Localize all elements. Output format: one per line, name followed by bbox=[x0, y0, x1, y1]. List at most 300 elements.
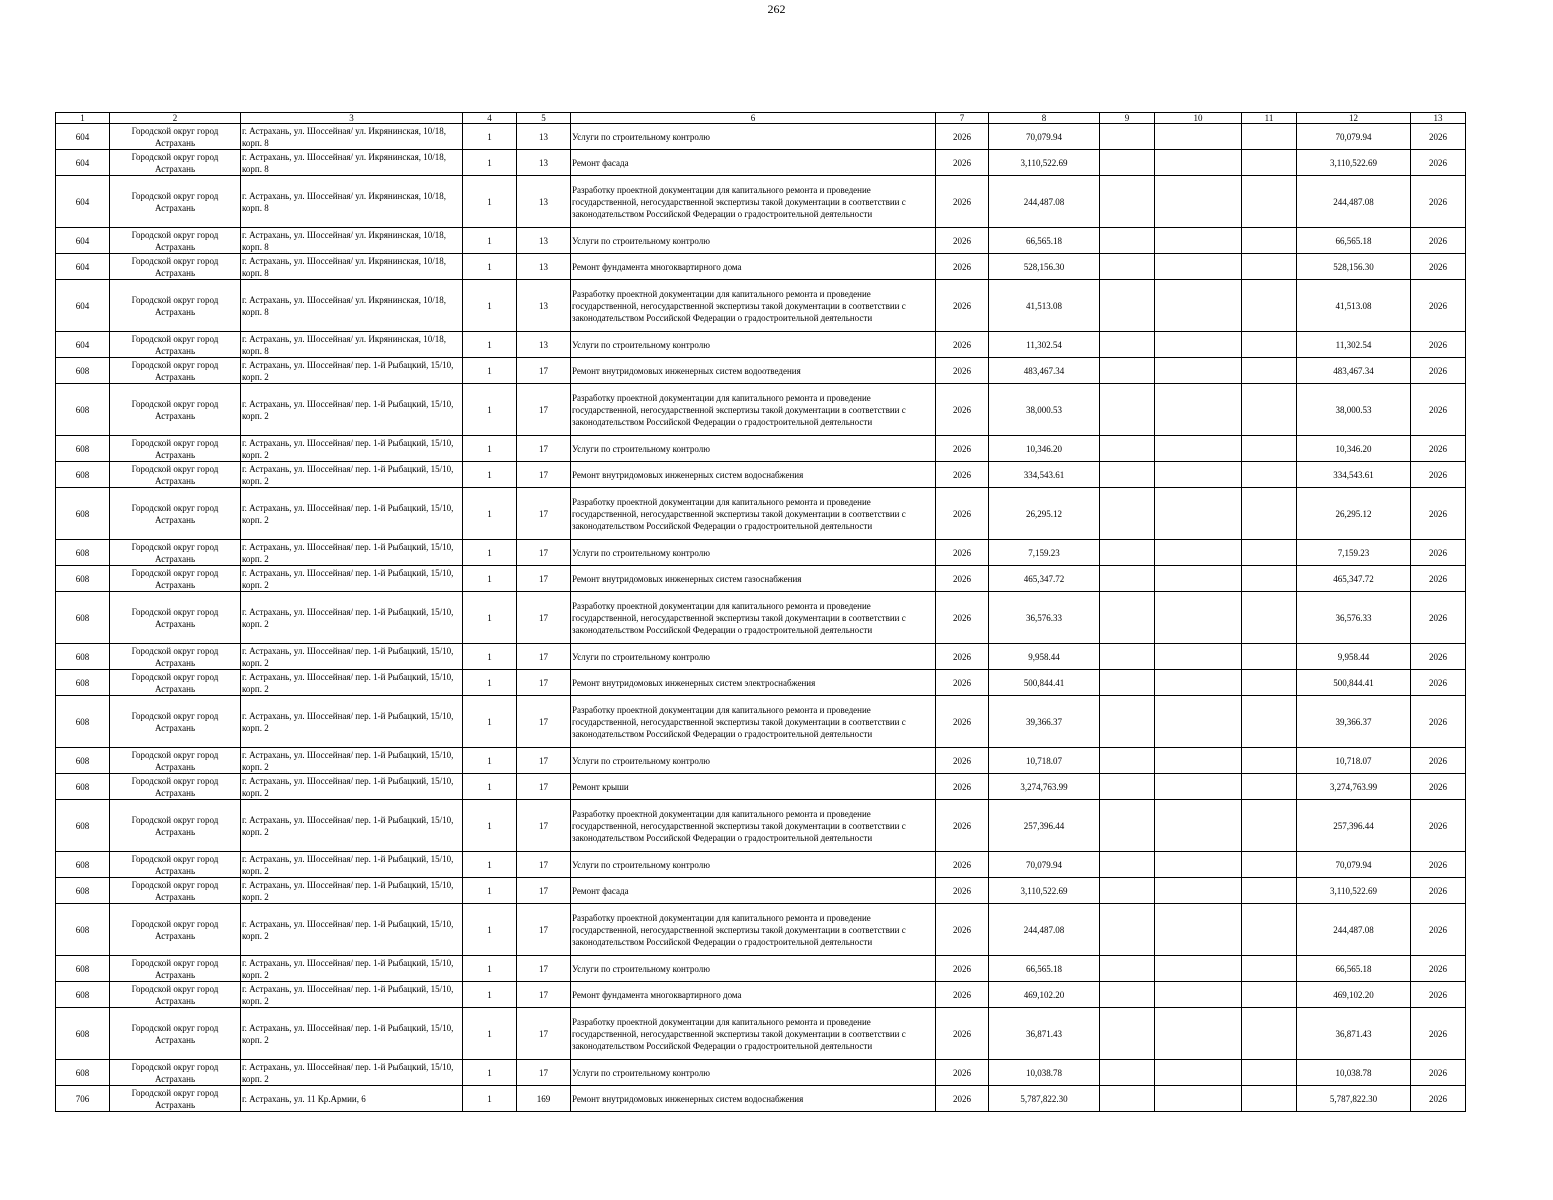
col4-cell: 1 bbox=[463, 280, 517, 332]
col13-year-cell: 2026 bbox=[1411, 280, 1466, 332]
col10-cell bbox=[1155, 566, 1242, 592]
municipality-cell: Городской округ город Астрахань bbox=[110, 644, 241, 670]
col10-cell bbox=[1155, 774, 1242, 800]
year-cell: 2026 bbox=[936, 670, 989, 696]
col12-cost-cell: 10,346.20 bbox=[1297, 436, 1411, 462]
col10-cell bbox=[1155, 748, 1242, 774]
col12-cost-cell: 528,156.30 bbox=[1297, 254, 1411, 280]
address-cell: г. Астрахань, ул. Шоссейная/ пер. 1-й Рыбацкий, 15/10, корп. 2 bbox=[241, 774, 463, 800]
capital-repair-register-table bbox=[55, 112, 1466, 1112]
work-type-cell: Услуги по строительному контролю bbox=[571, 748, 936, 774]
col4-cell: 1 bbox=[463, 1008, 517, 1060]
col4-cell: 1 bbox=[463, 176, 517, 228]
col13-year-cell: 2026 bbox=[1411, 670, 1466, 696]
year-cell: 2026 bbox=[936, 358, 989, 384]
col12-cost-cell: 5,787,822.30 bbox=[1297, 1086, 1411, 1112]
col11-cell bbox=[1242, 670, 1297, 696]
address-cell: г. Астрахань, ул. Шоссейная/ пер. 1-й Рыбацкий, 15/10, корп. 2 bbox=[241, 852, 463, 878]
table-row bbox=[56, 332, 1466, 358]
address-cell: г. Астрахань, ул. Шоссейная/ пер. 1-й Рыбацкий, 15/10, корп. 2 bbox=[241, 540, 463, 566]
table-row bbox=[56, 1008, 1466, 1060]
col5-cell: 17 bbox=[517, 904, 571, 956]
col11-cell bbox=[1242, 228, 1297, 254]
work-type-cell: Разработку проектной документации для капитального ремонта и проведение государственной, негосударственной экспертизы такой документации в соответствии с законодательством Российской Федерации о градостроительной деятельности bbox=[571, 800, 936, 852]
column-number-cell: 1 bbox=[56, 113, 110, 124]
col10-cell bbox=[1155, 176, 1242, 228]
col13-year-cell: 2026 bbox=[1411, 176, 1466, 228]
object-id-cell: 608 bbox=[56, 488, 110, 540]
total-cost-cell: 10,346.20 bbox=[989, 436, 1100, 462]
object-id-cell: 608 bbox=[56, 800, 110, 852]
col12-cost-cell: 334,543.61 bbox=[1297, 462, 1411, 488]
work-type-cell: Услуги по строительному контролю bbox=[571, 228, 936, 254]
table-row bbox=[56, 488, 1466, 540]
table-row bbox=[56, 358, 1466, 384]
object-id-cell: 608 bbox=[56, 592, 110, 644]
col13-year-cell: 2026 bbox=[1411, 748, 1466, 774]
col9-cell bbox=[1100, 462, 1155, 488]
col11-cell bbox=[1242, 1060, 1297, 1086]
object-id-cell: 608 bbox=[56, 436, 110, 462]
col4-cell: 1 bbox=[463, 228, 517, 254]
work-type-cell: Разработку проектной документации для капитального ремонта и проведение государственной, негосударственной экспертизы такой документации в соответствии с законодательством Российской Федерации о градостроительной деятельности bbox=[571, 384, 936, 436]
address-cell: г. Астрахань, ул. Шоссейная/ пер. 1-й Рыбацкий, 15/10, корп. 2 bbox=[241, 462, 463, 488]
object-id-cell: 608 bbox=[56, 904, 110, 956]
object-id-cell: 604 bbox=[56, 254, 110, 280]
col11-cell bbox=[1242, 566, 1297, 592]
municipality-cell: Городской округ город Астрахань bbox=[110, 904, 241, 956]
year-cell: 2026 bbox=[936, 124, 989, 150]
total-cost-cell: 3,110,522.69 bbox=[989, 150, 1100, 176]
address-cell: г. Астрахань, ул. Шоссейная/ пер. 1-й Рыбацкий, 15/10, корп. 2 bbox=[241, 956, 463, 982]
col5-cell: 17 bbox=[517, 1008, 571, 1060]
col5-cell: 17 bbox=[517, 800, 571, 852]
col11-cell bbox=[1242, 592, 1297, 644]
col12-cost-cell: 3,110,522.69 bbox=[1297, 878, 1411, 904]
col5-cell: 17 bbox=[517, 748, 571, 774]
municipality-cell: Городской округ город Астрахань bbox=[110, 670, 241, 696]
work-type-cell: Услуги по строительному контролю bbox=[571, 956, 936, 982]
object-id-cell: 604 bbox=[56, 124, 110, 150]
object-id-cell: 608 bbox=[56, 1008, 110, 1060]
municipality-cell: Городской округ город Астрахань bbox=[110, 774, 241, 800]
column-number-cell: 13 bbox=[1411, 113, 1466, 124]
col11-cell bbox=[1242, 254, 1297, 280]
col5-cell: 17 bbox=[517, 644, 571, 670]
address-cell: г. Астрахань, ул. Шоссейная/ пер. 1-й Рыбацкий, 15/10, корп. 2 bbox=[241, 644, 463, 670]
municipality-cell: Городской округ город Астрахань bbox=[110, 696, 241, 748]
work-type-cell: Разработку проектной документации для капитального ремонта и проведение государственной, негосударственной экспертизы такой документации в соответствии с законодательством Российской Федерации о градостроительной деятельности bbox=[571, 696, 936, 748]
column-number-cell: 11 bbox=[1242, 113, 1297, 124]
col5-cell: 13 bbox=[517, 124, 571, 150]
object-id-cell: 608 bbox=[56, 644, 110, 670]
col11-cell bbox=[1242, 488, 1297, 540]
work-type-cell: Разработку проектной документации для капитального ремонта и проведение государственной, негосударственной экспертизы такой документации в соответствии с законодательством Российской Федерации о градостроительной деятельности bbox=[571, 488, 936, 540]
col13-year-cell: 2026 bbox=[1411, 228, 1466, 254]
municipality-cell: Городской округ город Астрахань bbox=[110, 852, 241, 878]
col4-cell: 1 bbox=[463, 384, 517, 436]
col5-cell: 17 bbox=[517, 774, 571, 800]
col9-cell bbox=[1100, 1060, 1155, 1086]
col10-cell bbox=[1155, 124, 1242, 150]
col5-cell: 17 bbox=[517, 436, 571, 462]
object-id-cell: 608 bbox=[56, 566, 110, 592]
col5-cell: 169 bbox=[517, 1086, 571, 1112]
col5-cell: 13 bbox=[517, 332, 571, 358]
col10-cell bbox=[1155, 1008, 1242, 1060]
address-cell: г. Астрахань, ул. Шоссейная/ пер. 1-й Рыбацкий, 15/10, корп. 2 bbox=[241, 982, 463, 1008]
table-row bbox=[56, 1086, 1466, 1112]
col9-cell bbox=[1100, 644, 1155, 670]
total-cost-cell: 3,274,763.99 bbox=[989, 774, 1100, 800]
col5-cell: 13 bbox=[517, 254, 571, 280]
col13-year-cell: 2026 bbox=[1411, 436, 1466, 462]
col12-cost-cell: 7,159.23 bbox=[1297, 540, 1411, 566]
col5-cell: 13 bbox=[517, 228, 571, 254]
object-id-cell: 604 bbox=[56, 150, 110, 176]
table-row bbox=[56, 774, 1466, 800]
col10-cell bbox=[1155, 150, 1242, 176]
work-type-cell: Разработку проектной документации для капитального ремонта и проведение государственной, негосударственной экспертизы такой документации в соответствии с законодательством Российской Федерации о градостроительной деятельности bbox=[571, 904, 936, 956]
year-cell: 2026 bbox=[936, 332, 989, 358]
col11-cell bbox=[1242, 436, 1297, 462]
col9-cell bbox=[1100, 852, 1155, 878]
total-cost-cell: 483,467.34 bbox=[989, 358, 1100, 384]
municipality-cell: Городской округ город Астрахань bbox=[110, 800, 241, 852]
municipality-cell: Городской округ город Астрахань bbox=[110, 332, 241, 358]
col11-cell bbox=[1242, 358, 1297, 384]
year-cell: 2026 bbox=[936, 488, 989, 540]
col10-cell bbox=[1155, 462, 1242, 488]
col10-cell bbox=[1155, 1060, 1242, 1086]
col12-cost-cell: 70,079.94 bbox=[1297, 852, 1411, 878]
col13-year-cell: 2026 bbox=[1411, 332, 1466, 358]
col12-cost-cell: 36,576.33 bbox=[1297, 592, 1411, 644]
col9-cell bbox=[1100, 1008, 1155, 1060]
col10-cell bbox=[1155, 254, 1242, 280]
col10-cell bbox=[1155, 384, 1242, 436]
col9-cell bbox=[1100, 592, 1155, 644]
total-cost-cell: 11,302.54 bbox=[989, 332, 1100, 358]
col5-cell: 17 bbox=[517, 540, 571, 566]
year-cell: 2026 bbox=[936, 592, 989, 644]
address-cell: г. Астрахань, ул. Шоссейная/ пер. 1-й Рыбацкий, 15/10, корп. 2 bbox=[241, 358, 463, 384]
total-cost-cell: 7,159.23 bbox=[989, 540, 1100, 566]
municipality-cell: Городской округ город Астрахань bbox=[110, 176, 241, 228]
col11-cell bbox=[1242, 1086, 1297, 1112]
col11-cell bbox=[1242, 280, 1297, 332]
year-cell: 2026 bbox=[936, 540, 989, 566]
col12-cost-cell: 469,102.20 bbox=[1297, 982, 1411, 1008]
col9-cell bbox=[1100, 982, 1155, 1008]
total-cost-cell: 500,844.41 bbox=[989, 670, 1100, 696]
year-cell: 2026 bbox=[936, 462, 989, 488]
work-type-cell: Услуги по строительному контролю bbox=[571, 436, 936, 462]
col9-cell bbox=[1100, 904, 1155, 956]
year-cell: 2026 bbox=[936, 1060, 989, 1086]
municipality-cell: Городской округ город Астрахань bbox=[110, 878, 241, 904]
column-number-cell: 6 bbox=[571, 113, 936, 124]
col9-cell bbox=[1100, 124, 1155, 150]
object-id-cell: 604 bbox=[56, 332, 110, 358]
col12-cost-cell: 3,274,763.99 bbox=[1297, 774, 1411, 800]
municipality-cell: Городской округ город Астрахань bbox=[110, 358, 241, 384]
col10-cell bbox=[1155, 332, 1242, 358]
col4-cell: 1 bbox=[463, 644, 517, 670]
col10-cell bbox=[1155, 592, 1242, 644]
table-row bbox=[56, 462, 1466, 488]
column-number-cell: 9 bbox=[1100, 113, 1155, 124]
table-row bbox=[56, 696, 1466, 748]
col10-cell bbox=[1155, 436, 1242, 462]
col13-year-cell: 2026 bbox=[1411, 878, 1466, 904]
col5-cell: 17 bbox=[517, 358, 571, 384]
col5-cell: 17 bbox=[517, 956, 571, 982]
address-cell: г. Астрахань, ул. Шоссейная/ пер. 1-й Рыбацкий, 15/10, корп. 2 bbox=[241, 696, 463, 748]
work-type-cell: Услуги по строительному контролю bbox=[571, 124, 936, 150]
col12-cost-cell: 36,871.43 bbox=[1297, 1008, 1411, 1060]
col10-cell bbox=[1155, 800, 1242, 852]
col5-cell: 13 bbox=[517, 150, 571, 176]
col4-cell: 1 bbox=[463, 124, 517, 150]
col11-cell bbox=[1242, 462, 1297, 488]
col12-cost-cell: 38,000.53 bbox=[1297, 384, 1411, 436]
object-id-cell: 608 bbox=[56, 384, 110, 436]
work-type-cell: Разработку проектной документации для капитального ремонта и проведение государственной, негосударственной экспертизы такой документации в соответствии с законодательством Российской Федерации о градостроительной деятельности bbox=[571, 1008, 936, 1060]
col9-cell bbox=[1100, 566, 1155, 592]
col11-cell bbox=[1242, 644, 1297, 670]
table-row bbox=[56, 124, 1466, 150]
year-cell: 2026 bbox=[936, 1008, 989, 1060]
col5-cell: 17 bbox=[517, 852, 571, 878]
col9-cell bbox=[1100, 358, 1155, 384]
object-id-cell: 608 bbox=[56, 1060, 110, 1086]
col11-cell bbox=[1242, 384, 1297, 436]
col13-year-cell: 2026 bbox=[1411, 540, 1466, 566]
table-body bbox=[56, 113, 1466, 1112]
table-row bbox=[56, 540, 1466, 566]
col13-year-cell: 2026 bbox=[1411, 124, 1466, 150]
col4-cell: 1 bbox=[463, 488, 517, 540]
col5-cell: 17 bbox=[517, 462, 571, 488]
col13-year-cell: 2026 bbox=[1411, 852, 1466, 878]
page-number: 262 bbox=[767, 2, 786, 16]
column-number-cell: 12 bbox=[1297, 113, 1411, 124]
total-cost-cell: 3,110,522.69 bbox=[989, 878, 1100, 904]
col12-cost-cell: 41,513.08 bbox=[1297, 280, 1411, 332]
total-cost-cell: 244,487.08 bbox=[989, 176, 1100, 228]
table-row bbox=[56, 436, 1466, 462]
col10-cell bbox=[1155, 904, 1242, 956]
col13-year-cell: 2026 bbox=[1411, 644, 1466, 670]
work-type-cell: Ремонт фасада bbox=[571, 150, 936, 176]
municipality-cell: Городской округ город Астрахань bbox=[110, 436, 241, 462]
address-cell: г. Астрахань, ул. Шоссейная/ ул. Икрянинская, 10/18, корп. 8 bbox=[241, 280, 463, 332]
total-cost-cell: 465,347.72 bbox=[989, 566, 1100, 592]
col9-cell bbox=[1100, 540, 1155, 566]
col10-cell bbox=[1155, 488, 1242, 540]
year-cell: 2026 bbox=[936, 384, 989, 436]
municipality-cell: Городской округ город Астрахань bbox=[110, 228, 241, 254]
total-cost-cell: 70,079.94 bbox=[989, 852, 1100, 878]
municipality-cell: Городской округ город Астрахань bbox=[110, 1060, 241, 1086]
work-type-cell: Разработку проектной документации для капитального ремонта и проведение государственной, негосударственной экспертизы такой документации в соответствии с законодательством Российской Федерации о градостроительной деятельности bbox=[571, 592, 936, 644]
municipality-cell: Городской округ город Астрахань bbox=[110, 280, 241, 332]
year-cell: 2026 bbox=[936, 176, 989, 228]
address-cell: г. Астрахань, ул. Шоссейная/ ул. Икрянинская, 10/18, корп. 8 bbox=[241, 254, 463, 280]
col13-year-cell: 2026 bbox=[1411, 150, 1466, 176]
col12-cost-cell: 70,079.94 bbox=[1297, 124, 1411, 150]
object-id-cell: 608 bbox=[56, 696, 110, 748]
col12-cost-cell: 500,844.41 bbox=[1297, 670, 1411, 696]
col9-cell bbox=[1100, 1086, 1155, 1112]
address-cell: г. Астрахань, ул. Шоссейная/ пер. 1-й Рыбацкий, 15/10, корп. 2 bbox=[241, 800, 463, 852]
municipality-cell: Городской округ город Астрахань bbox=[110, 488, 241, 540]
col12-cost-cell: 66,565.18 bbox=[1297, 956, 1411, 982]
col12-cost-cell: 3,110,522.69 bbox=[1297, 150, 1411, 176]
col13-year-cell: 2026 bbox=[1411, 462, 1466, 488]
col11-cell bbox=[1242, 332, 1297, 358]
object-id-cell: 608 bbox=[56, 670, 110, 696]
column-number-cell: 2 bbox=[110, 113, 241, 124]
table-row bbox=[56, 904, 1466, 956]
col4-cell: 1 bbox=[463, 592, 517, 644]
address-cell: г. Астрахань, ул. Шоссейная/ ул. Икрянинская, 10/18, корп. 8 bbox=[241, 150, 463, 176]
col10-cell bbox=[1155, 1086, 1242, 1112]
address-cell: г. Астрахань, ул. Шоссейная/ ул. Икрянинская, 10/18, корп. 8 bbox=[241, 124, 463, 150]
col12-cost-cell: 244,487.08 bbox=[1297, 176, 1411, 228]
col5-cell: 17 bbox=[517, 592, 571, 644]
col11-cell bbox=[1242, 696, 1297, 748]
col10-cell bbox=[1155, 228, 1242, 254]
col4-cell: 1 bbox=[463, 982, 517, 1008]
col11-cell bbox=[1242, 800, 1297, 852]
col12-cost-cell: 39,366.37 bbox=[1297, 696, 1411, 748]
object-id-cell: 608 bbox=[56, 956, 110, 982]
col9-cell bbox=[1100, 670, 1155, 696]
table-row bbox=[56, 982, 1466, 1008]
year-cell: 2026 bbox=[936, 150, 989, 176]
year-cell: 2026 bbox=[936, 982, 989, 1008]
object-id-cell: 608 bbox=[56, 540, 110, 566]
column-number-cell: 8 bbox=[989, 113, 1100, 124]
year-cell: 2026 bbox=[936, 566, 989, 592]
address-cell: г. Астрахань, ул. Шоссейная/ пер. 1-й Рыбацкий, 15/10, корп. 2 bbox=[241, 904, 463, 956]
table-row bbox=[56, 150, 1466, 176]
address-cell: г. Астрахань, ул. Шоссейная/ пер. 1-й Рыбацкий, 15/10, корп. 2 bbox=[241, 670, 463, 696]
work-type-cell: Ремонт внутридомовых инженерных систем электроснабжения bbox=[571, 670, 936, 696]
col10-cell bbox=[1155, 670, 1242, 696]
municipality-cell: Городской округ город Астрахань bbox=[110, 124, 241, 150]
work-type-cell: Ремонт внутридомовых инженерных систем водоотведения bbox=[571, 358, 936, 384]
year-cell: 2026 bbox=[936, 280, 989, 332]
col9-cell bbox=[1100, 748, 1155, 774]
col12-cost-cell: 26,295.12 bbox=[1297, 488, 1411, 540]
col4-cell: 1 bbox=[463, 904, 517, 956]
table-row bbox=[56, 956, 1466, 982]
object-id-cell: 604 bbox=[56, 280, 110, 332]
object-id-cell: 604 bbox=[56, 228, 110, 254]
col4-cell: 1 bbox=[463, 800, 517, 852]
object-id-cell: 706 bbox=[56, 1086, 110, 1112]
municipality-cell: Городской округ город Астрахань bbox=[110, 462, 241, 488]
col5-cell: 17 bbox=[517, 982, 571, 1008]
work-type-cell: Разработку проектной документации для капитального ремонта и проведение государственной, негосударственной экспертизы такой документации в соответствии с законодательством Российской Федерации о градостроительной деятельности bbox=[571, 176, 936, 228]
municipality-cell: Городской округ город Астрахань bbox=[110, 540, 241, 566]
col13-year-cell: 2026 bbox=[1411, 358, 1466, 384]
work-type-cell: Ремонт внутридомовых инженерных систем водоснабжения bbox=[571, 462, 936, 488]
municipality-cell: Городской округ город Астрахань bbox=[110, 982, 241, 1008]
col4-cell: 1 bbox=[463, 566, 517, 592]
col4-cell: 1 bbox=[463, 774, 517, 800]
work-type-cell: Услуги по строительному контролю bbox=[571, 852, 936, 878]
col10-cell bbox=[1155, 852, 1242, 878]
col13-year-cell: 2026 bbox=[1411, 982, 1466, 1008]
municipality-cell: Городской округ город Астрахань bbox=[110, 748, 241, 774]
col10-cell bbox=[1155, 280, 1242, 332]
col11-cell bbox=[1242, 956, 1297, 982]
year-cell: 2026 bbox=[936, 774, 989, 800]
col13-year-cell: 2026 bbox=[1411, 956, 1466, 982]
address-cell: г. Астрахань, ул. Шоссейная/ пер. 1-й Рыбацкий, 15/10, корп. 2 bbox=[241, 748, 463, 774]
municipality-cell: Городской округ город Астрахань bbox=[110, 254, 241, 280]
table-row bbox=[56, 566, 1466, 592]
col12-cost-cell: 244,487.08 bbox=[1297, 904, 1411, 956]
address-cell: г. Астрахань, ул. Шоссейная/ пер. 1-й Рыбацкий, 15/10, корп. 2 bbox=[241, 488, 463, 540]
col12-cost-cell: 10,038.78 bbox=[1297, 1060, 1411, 1086]
municipality-cell: Городской округ город Астрахань bbox=[110, 592, 241, 644]
col11-cell bbox=[1242, 748, 1297, 774]
col5-cell: 17 bbox=[517, 878, 571, 904]
col13-year-cell: 2026 bbox=[1411, 774, 1466, 800]
year-cell: 2026 bbox=[936, 254, 989, 280]
col13-year-cell: 2026 bbox=[1411, 488, 1466, 540]
year-cell: 2026 bbox=[936, 852, 989, 878]
col4-cell: 1 bbox=[463, 358, 517, 384]
col11-cell bbox=[1242, 982, 1297, 1008]
total-cost-cell: 244,487.08 bbox=[989, 904, 1100, 956]
column-number-cell: 5 bbox=[517, 113, 571, 124]
year-cell: 2026 bbox=[936, 748, 989, 774]
year-cell: 2026 bbox=[936, 956, 989, 982]
col5-cell: 17 bbox=[517, 696, 571, 748]
work-type-cell: Услуги по строительному контролю bbox=[571, 1060, 936, 1086]
municipality-cell: Городской округ город Астрахань bbox=[110, 1086, 241, 1112]
col9-cell bbox=[1100, 228, 1155, 254]
table-row bbox=[56, 1060, 1466, 1086]
col13-year-cell: 2026 bbox=[1411, 384, 1466, 436]
col11-cell bbox=[1242, 852, 1297, 878]
col9-cell bbox=[1100, 956, 1155, 982]
municipality-cell: Городской округ город Астрахань bbox=[110, 384, 241, 436]
total-cost-cell: 10,718.07 bbox=[989, 748, 1100, 774]
col4-cell: 1 bbox=[463, 254, 517, 280]
col9-cell bbox=[1100, 176, 1155, 228]
table-row bbox=[56, 644, 1466, 670]
col5-cell: 17 bbox=[517, 670, 571, 696]
col5-cell: 13 bbox=[517, 176, 571, 228]
col9-cell bbox=[1100, 696, 1155, 748]
col4-cell: 1 bbox=[463, 852, 517, 878]
municipality-cell: Городской округ город Астрахань bbox=[110, 566, 241, 592]
table-row bbox=[56, 254, 1466, 280]
col9-cell bbox=[1100, 800, 1155, 852]
table-row bbox=[56, 592, 1466, 644]
col13-year-cell: 2026 bbox=[1411, 592, 1466, 644]
total-cost-cell: 66,565.18 bbox=[989, 228, 1100, 254]
total-cost-cell: 528,156.30 bbox=[989, 254, 1100, 280]
work-type-cell: Ремонт фундамента многоквартирного дома bbox=[571, 254, 936, 280]
